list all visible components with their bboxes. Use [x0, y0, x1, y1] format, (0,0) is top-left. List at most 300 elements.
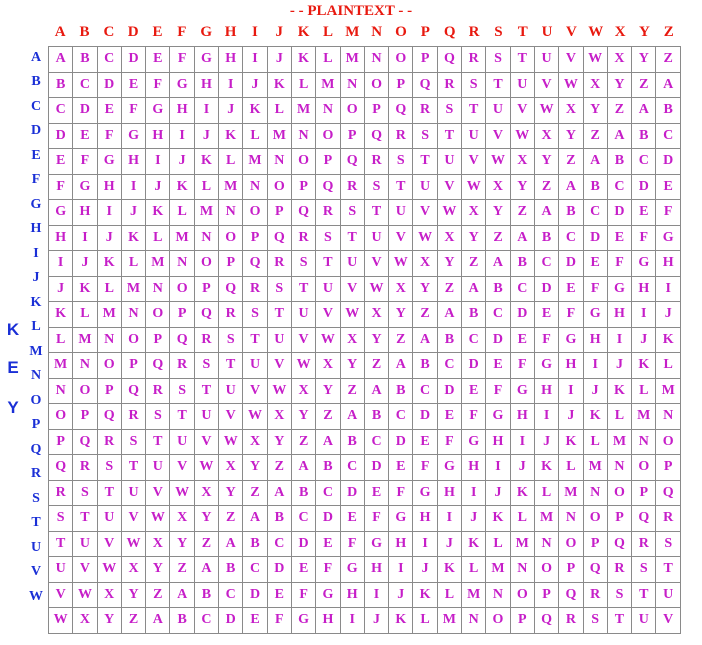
table-cell: X [437, 225, 461, 251]
table-cell: Q [121, 378, 145, 404]
table-cell: A [340, 404, 364, 430]
table-cell: F [73, 149, 97, 175]
table-cell: R [73, 455, 97, 481]
table-cell: L [194, 174, 218, 200]
table-cell: I [146, 149, 170, 175]
table-cell: B [486, 276, 510, 302]
table-cell: W [389, 251, 413, 277]
table-cell: M [316, 72, 340, 98]
table-cell: X [194, 480, 218, 506]
table-cell: G [121, 123, 145, 149]
table-cell: Z [170, 557, 194, 583]
table-cell: B [462, 302, 486, 328]
key-label-letter: E [7, 358, 19, 377]
table-cell: C [583, 200, 607, 226]
table-cell: V [656, 608, 681, 634]
row-header: G [30, 196, 42, 212]
table-cell: N [97, 327, 121, 353]
table-cell: K [607, 378, 631, 404]
table-cell: I [632, 302, 656, 328]
table-cell: V [510, 98, 534, 124]
table-cell: Y [194, 506, 218, 532]
table-cell: A [389, 353, 413, 379]
table-cell: V [437, 174, 461, 200]
table-cell: L [291, 72, 315, 98]
table-cell: W [437, 200, 461, 226]
key-label-letter: K [6, 320, 20, 339]
table-cell: B [219, 557, 243, 583]
row-header: H [30, 221, 42, 237]
column-header: R [468, 24, 480, 40]
table-cell: Q [267, 225, 291, 251]
table-cell: F [462, 404, 486, 430]
table-cell: Y [510, 174, 534, 200]
table-cell: K [291, 47, 315, 73]
table-cell: R [583, 582, 607, 608]
table-cell: I [510, 429, 534, 455]
table-cell: Q [632, 506, 656, 532]
table-cell: E [364, 480, 388, 506]
column-header: U [541, 24, 553, 40]
table-cell: Z [534, 174, 558, 200]
table-cell: D [413, 404, 437, 430]
table-cell: F [316, 557, 340, 583]
table-cell: V [97, 531, 121, 557]
table-cell: D [340, 480, 364, 506]
table-cell: I [607, 327, 631, 353]
table-cell: E [49, 149, 73, 175]
table-cell: R [437, 72, 461, 98]
table-cell: M [632, 404, 656, 430]
table-cell: Q [243, 251, 267, 277]
table-cell: T [291, 276, 315, 302]
table-cell: F [413, 455, 437, 481]
table-cell: P [170, 302, 194, 328]
column-header: K [297, 24, 310, 40]
row-header: C [30, 98, 42, 114]
table-cell: I [340, 608, 364, 634]
table-cell: M [121, 276, 145, 302]
table-cell: N [340, 72, 364, 98]
table-cell: E [73, 123, 97, 149]
row-header: Q [30, 441, 42, 457]
table-cell: W [462, 174, 486, 200]
key-label-letter: Y [7, 398, 19, 417]
table-cell: D [316, 506, 340, 532]
table-cell: T [486, 72, 510, 98]
table-cell: G [559, 327, 583, 353]
table-cell: N [583, 480, 607, 506]
table-cell: L [267, 98, 291, 124]
table-cell: U [194, 404, 218, 430]
table-cell: B [291, 480, 315, 506]
table-cell: Y [243, 455, 267, 481]
table-cell: K [486, 506, 510, 532]
table-cell: X [267, 404, 291, 430]
table-cell: D [291, 531, 315, 557]
table-cell: K [73, 276, 97, 302]
table-cell: A [559, 174, 583, 200]
table-cell: L [486, 531, 510, 557]
table-cell: S [389, 149, 413, 175]
table-cell: G [510, 378, 534, 404]
table-cell: G [656, 225, 681, 251]
table-cell: E [583, 251, 607, 277]
table-row [49, 327, 681, 353]
table-cell: E [389, 455, 413, 481]
table-cell: Q [73, 429, 97, 455]
table-cell: E [121, 72, 145, 98]
table-cell: J [583, 378, 607, 404]
table-cell: T [121, 455, 145, 481]
table-cell: J [219, 98, 243, 124]
table-cell: P [656, 455, 681, 481]
table-cell: N [632, 429, 656, 455]
table-cell: T [243, 327, 267, 353]
table-cell: O [194, 251, 218, 277]
column-header: N [371, 24, 383, 40]
table-cell: S [194, 353, 218, 379]
table-cell: K [559, 429, 583, 455]
table-cell: J [121, 200, 145, 226]
table-cell: Z [389, 327, 413, 353]
table-cell: B [267, 506, 291, 532]
table-cell: V [267, 353, 291, 379]
column-header: G [200, 24, 213, 40]
table-cell: F [364, 506, 388, 532]
table-cell: N [49, 378, 73, 404]
table-cell: C [340, 455, 364, 481]
table-row [49, 455, 681, 481]
table-cell: I [486, 455, 510, 481]
table-cell: M [219, 174, 243, 200]
table-cell: L [607, 404, 631, 430]
table-cell: Y [632, 47, 656, 73]
table-cell: Q [607, 531, 631, 557]
table-cell: R [146, 378, 170, 404]
table-cell: V [49, 582, 73, 608]
table-cell: D [97, 72, 121, 98]
table-cell: A [146, 608, 170, 634]
column-header: B [79, 24, 90, 40]
table-cell: O [632, 455, 656, 481]
table-cell: D [219, 608, 243, 634]
table-cell: Z [316, 404, 340, 430]
row-header: L [31, 319, 41, 335]
table-cell: R [607, 557, 631, 583]
table-cell: E [534, 302, 558, 328]
table-cell: A [267, 480, 291, 506]
table-cell: W [510, 123, 534, 149]
table-cell: I [583, 353, 607, 379]
table-cell: U [510, 72, 534, 98]
table-cell: U [656, 582, 681, 608]
table-cell: Z [486, 225, 510, 251]
table-cell: B [49, 72, 73, 98]
table-cell: S [486, 47, 510, 73]
table-cell: F [170, 47, 194, 73]
table-cell: P [607, 506, 631, 532]
table-cell: J [267, 47, 291, 73]
table-cell: C [607, 174, 631, 200]
table-cell: A [316, 429, 340, 455]
table-cell: K [49, 302, 73, 328]
table-cell: J [534, 429, 558, 455]
table-cell: Y [219, 480, 243, 506]
row-header: I [33, 245, 39, 261]
table-cell: O [656, 429, 681, 455]
table-cell: J [559, 404, 583, 430]
table-cell: B [510, 251, 534, 277]
table-cell: C [534, 251, 558, 277]
table-cell: R [656, 506, 681, 532]
table-cell: L [632, 378, 656, 404]
table-cell: E [462, 378, 486, 404]
table-cell: Z [291, 429, 315, 455]
column-header: F [177, 24, 187, 40]
table-cell: H [389, 531, 413, 557]
table-cell: A [437, 302, 461, 328]
table-cell: T [170, 404, 194, 430]
table-cell: T [462, 98, 486, 124]
table-cell: A [583, 149, 607, 175]
table-cell: V [462, 149, 486, 175]
table-cell: G [534, 353, 558, 379]
table-cell: C [364, 429, 388, 455]
table-cell: B [437, 327, 461, 353]
table-cell: G [194, 47, 218, 73]
table-cell: Y [267, 429, 291, 455]
table-cell: P [267, 200, 291, 226]
table-row [49, 480, 681, 506]
table-cell: O [559, 531, 583, 557]
column-header: J [275, 24, 284, 40]
row-header: N [30, 368, 42, 384]
table-cell: J [510, 455, 534, 481]
table-cell: Y [437, 251, 461, 277]
table-cell: S [316, 225, 340, 251]
table-cell: R [462, 47, 486, 73]
table-cell: L [243, 123, 267, 149]
table-row [49, 404, 681, 430]
table-cell: B [583, 174, 607, 200]
table-cell: N [607, 455, 631, 481]
table-cell: R [194, 327, 218, 353]
column-header: S [494, 24, 503, 40]
table-cell: P [316, 149, 340, 175]
table-cell: F [656, 200, 681, 226]
table-cell: T [146, 429, 170, 455]
table-cell: Y [607, 72, 631, 98]
table-cell: U [243, 353, 267, 379]
table-cell: A [510, 225, 534, 251]
table-cell: W [413, 225, 437, 251]
table-cell: Y [486, 200, 510, 226]
table-cell: Y [170, 531, 194, 557]
table-cell: N [486, 582, 510, 608]
table-cell: F [121, 98, 145, 124]
table-cell: F [607, 251, 631, 277]
table-cell: G [462, 429, 486, 455]
table-cell: P [219, 251, 243, 277]
table-cell: G [73, 174, 97, 200]
table-cell: M [73, 327, 97, 353]
column-header: H [224, 24, 237, 40]
table-cell: I [243, 47, 267, 73]
column-header: C [103, 24, 115, 40]
table-cell: H [510, 404, 534, 430]
table-row [49, 98, 681, 124]
table-cell: J [243, 72, 267, 98]
table-cell: T [632, 582, 656, 608]
table-cell: Y [146, 557, 170, 583]
table-cell: E [97, 98, 121, 124]
table-cell: G [437, 455, 461, 481]
table-cell: V [340, 276, 364, 302]
table-cell: P [340, 123, 364, 149]
table-cell: K [219, 123, 243, 149]
table-cell: Y [389, 302, 413, 328]
vigenere-table [48, 46, 681, 634]
table-cell: O [510, 582, 534, 608]
table-cell: E [413, 429, 437, 455]
row-header: B [31, 74, 41, 90]
table-cell: O [243, 200, 267, 226]
table-cell: S [121, 429, 145, 455]
table-cell: W [121, 531, 145, 557]
table-cell: C [97, 47, 121, 73]
table-cell: J [389, 582, 413, 608]
table-cell: L [146, 225, 170, 251]
table-cell: L [73, 302, 97, 328]
table-cell: A [243, 506, 267, 532]
table-cell: N [121, 302, 145, 328]
table-cell: Z [413, 302, 437, 328]
table-cell: O [486, 608, 510, 634]
table-cell: U [267, 327, 291, 353]
table-cell: X [413, 251, 437, 277]
table-cell: H [607, 302, 631, 328]
table-cell: D [486, 327, 510, 353]
table-cell: D [364, 455, 388, 481]
table-cell: T [316, 251, 340, 277]
table-cell: N [267, 149, 291, 175]
table-cell: C [462, 327, 486, 353]
table-cell: J [486, 480, 510, 506]
table-cell: Q [656, 480, 681, 506]
table-cell: T [389, 174, 413, 200]
table-cell: O [364, 72, 388, 98]
table-cell: P [121, 353, 145, 379]
table-row [49, 608, 681, 634]
table-cell: X [73, 608, 97, 634]
table-cell: T [656, 557, 681, 583]
table-cell: S [267, 276, 291, 302]
table-cell: B [364, 404, 388, 430]
table-cell: A [364, 378, 388, 404]
column-header: W [588, 24, 604, 40]
column-header: E [152, 24, 163, 40]
column-header: X [614, 24, 626, 40]
row-header: R [30, 466, 42, 482]
table-cell: O [316, 123, 340, 149]
table-cell: I [534, 404, 558, 430]
table-cell: L [121, 251, 145, 277]
table-cell: X [291, 378, 315, 404]
table-cell: E [559, 276, 583, 302]
table-cell: W [97, 557, 121, 583]
row-header: W [29, 588, 43, 604]
table-cell: H [49, 225, 73, 251]
table-cell: A [170, 582, 194, 608]
table-cell: B [194, 582, 218, 608]
table-cell: G [486, 404, 510, 430]
table-cell: T [364, 200, 388, 226]
table-cell: D [73, 98, 97, 124]
table-cell: N [364, 47, 388, 73]
table-cell: M [583, 455, 607, 481]
table-cell: W [267, 378, 291, 404]
table-cell: D [389, 429, 413, 455]
table-row [49, 276, 681, 302]
table-cell: U [316, 276, 340, 302]
table-cell: S [632, 557, 656, 583]
table-cell: F [389, 480, 413, 506]
table-cell: J [364, 608, 388, 634]
table-cell: G [607, 276, 631, 302]
table-cell: Z [462, 251, 486, 277]
column-header: T [517, 24, 528, 40]
table-cell: B [534, 225, 558, 251]
row-header: V [30, 564, 42, 580]
table-cell: L [534, 480, 558, 506]
table-cell: V [316, 302, 340, 328]
table-cell: O [291, 149, 315, 175]
table-cell: D [510, 302, 534, 328]
column-header: L [322, 24, 333, 40]
table-cell: O [170, 276, 194, 302]
table-cell: C [219, 582, 243, 608]
row-header: T [31, 515, 41, 531]
table-cell: U [146, 455, 170, 481]
table-cell: X [486, 174, 510, 200]
table-cell: H [462, 455, 486, 481]
table-cell: L [583, 429, 607, 455]
table-row [49, 174, 681, 200]
table-cell: E [632, 200, 656, 226]
table-cell: I [389, 557, 413, 583]
table-cell: K [194, 149, 218, 175]
table-cell: R [170, 353, 194, 379]
row-header: J [32, 270, 40, 286]
table-cell: R [559, 608, 583, 634]
table-cell: Q [559, 582, 583, 608]
table-cell: S [607, 582, 631, 608]
table-cell: I [656, 276, 681, 302]
table-cell: Y [97, 608, 121, 634]
table-cell: Q [49, 455, 73, 481]
table-cell: C [486, 302, 510, 328]
table-cell: G [340, 557, 364, 583]
table-cell: R [267, 251, 291, 277]
table-row [49, 225, 681, 251]
table-cell: X [389, 276, 413, 302]
table-cell: H [559, 353, 583, 379]
table-cell: F [291, 582, 315, 608]
table-cell: W [219, 429, 243, 455]
table-cell: M [340, 47, 364, 73]
table-cell: N [73, 353, 97, 379]
